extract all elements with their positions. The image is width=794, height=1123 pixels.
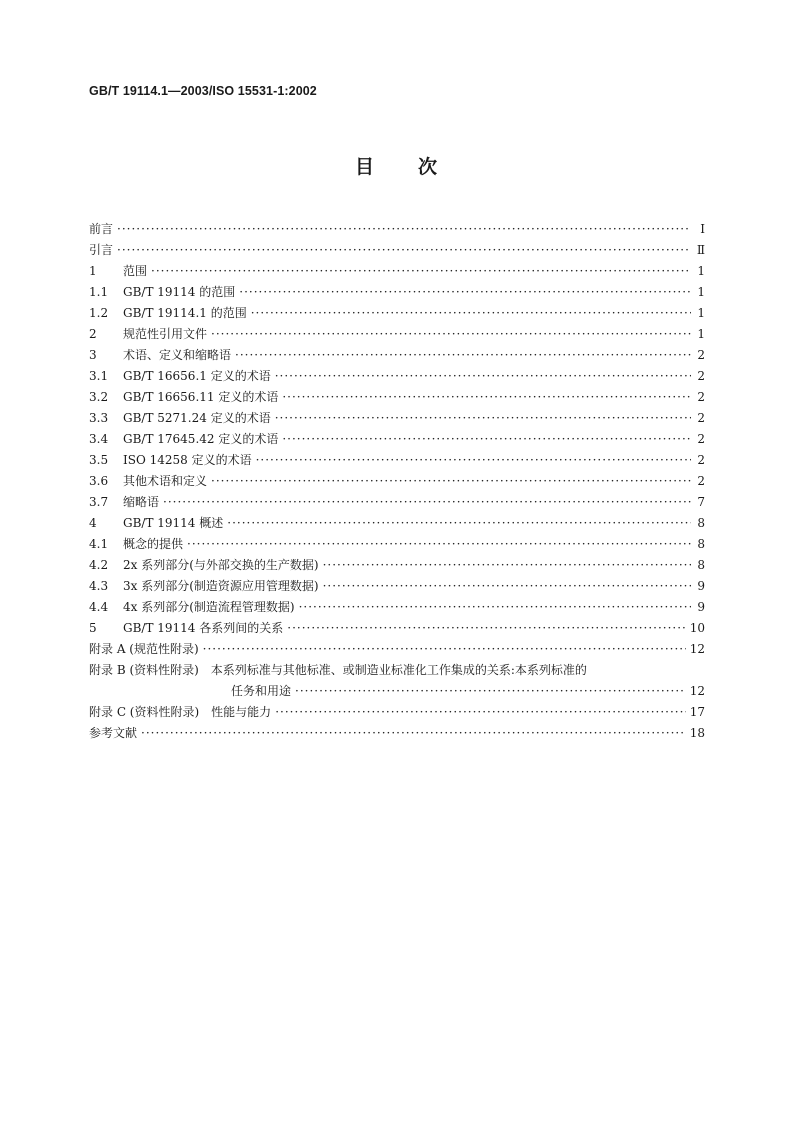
toc-entry-text: 概念的提供 [123,537,184,551]
toc-entry-number: 3.4 [89,432,109,446]
standard-code-header: GB/T 19114.1—2003/ISO 15531-1:2002 [89,84,317,98]
toc-leader-dots [211,471,691,492]
toc-entry-page: 9 [697,579,705,593]
toc-entry-page: 2 [697,474,705,488]
toc-leader-dots [227,513,691,534]
toc-entry-text: GB/T 19114 各系列间的关系 [123,621,284,635]
toc-entry-page: 2 [697,348,705,362]
toc-entry-page: 18 [689,726,705,740]
toc-entry-4-2[interactable] [89,555,705,576]
toc-entry-page: 8 [697,516,705,530]
toc-entry-text: 前言 [89,222,114,236]
toc-entry-1-2[interactable] [89,303,705,324]
toc-entry-page: 2 [697,453,705,467]
toc-entry-1-1[interactable] [89,282,705,303]
toc-entry-text: 其他术语和定义 [123,474,208,488]
toc-entry-page: 1 [697,306,705,320]
toc-entry-text: 参考文献 [89,726,138,740]
toc-entry-introduction[interactable] [89,240,705,261]
toc-entry-text: 范围 [123,264,148,278]
toc-entry-4[interactable] [89,513,705,534]
toc-entry-page: 12 [689,684,705,698]
toc-entry-appendix-c[interactable] [89,702,705,723]
toc-entry-4-1[interactable] [89,534,705,555]
toc-entry-page: 8 [697,558,705,572]
toc-leader-dots [235,345,691,366]
toc-entry-text: 附录 B (资料性附录) 本系列标准与其他标准、或制造业标准化工作集成的关系:本系列标准的 [89,663,587,677]
toc-entry-number: 3.3 [89,411,109,425]
toc-leader-dots [151,261,691,282]
toc-entry-foreword[interactable] [89,219,705,240]
toc-entry-number: 4.1 [89,537,109,551]
toc-leader-dots [256,450,691,471]
toc-leader-dots [239,282,691,303]
toc-entry-page: 1 [697,327,705,341]
toc-entry-text: GB/T 16656.11 定义的术语 [123,390,279,404]
toc-entry-text: GB/T 19114 概述 [123,516,224,530]
toc-entry-5[interactable] [89,618,705,639]
toc-entry-number: 1.1 [89,285,109,299]
title-char-2: 次 [418,156,440,178]
toc-entry-number: 3 [89,348,97,362]
toc-entry-number: 5 [89,621,97,635]
toc-entry-text: GB/T 16656.1 定义的术语 [123,369,271,383]
toc-entry-number: 3.6 [89,474,109,488]
toc-entry-page: 9 [697,600,705,614]
toc-entry-text: GB/T 19114.1 的范围 [123,306,247,320]
toc-leader-dots [141,723,686,744]
toc-leader-dots [163,492,691,513]
toc-leader-dots [275,702,686,723]
toc-entry-number: 1.2 [89,306,109,320]
toc-entry-page: Ⅰ [700,222,705,236]
toc-leader-dots [299,597,691,618]
toc-entry-number: 4.3 [89,579,109,593]
toc-entry-text: 引言 [89,243,114,257]
toc-leader-dots [203,639,686,660]
toc-entry-number: 3.5 [89,453,109,467]
toc-entry-text: 附录 A (规范性附录) [89,642,199,656]
toc-leader-dots [295,681,686,702]
toc-entry-text: 术语、定义和缩略语 [123,348,232,362]
toc-entry-3[interactable] [89,345,705,366]
toc-leader-dots [211,324,691,345]
toc-entry-page: 2 [697,390,705,404]
toc-entry-3-4[interactable] [89,429,705,450]
toc-entry-appendix-a[interactable] [89,639,705,660]
toc-leader-dots [187,534,691,555]
toc-entry-appendix-b[interactable] [89,660,705,681]
toc-entry-text: 3x 系列部分(制造资源应用管理数据) [123,579,319,593]
toc-entry-3-5[interactable] [89,450,705,471]
toc-entry-page: 2 [697,369,705,383]
toc-entry-text: 2x 系列部分(与外部交换的生产数据) [123,558,319,572]
toc-entry-text: 附录 C (资料性附录) 性能与能力 [89,705,272,719]
toc-entry-text: GB/T 17645.42 定义的术语 [123,432,279,446]
toc-entry-3-6[interactable] [89,471,705,492]
toc-entry-number: 4.4 [89,600,109,614]
toc-entry-text: ISO 14258 定义的术语 [123,453,252,467]
toc-entry-text: 规范性引用文件 [123,327,208,341]
toc-entry-appendix-b-continued[interactable] [89,681,705,702]
toc-entry-number: 3.2 [89,390,109,404]
toc-leader-dots [117,240,691,261]
toc-entry-text: GB/T 19114 的范围 [123,285,236,299]
toc-leader-dots [275,366,691,387]
toc-entry-3-7[interactable] [89,492,705,513]
toc-leader-dots [275,408,691,429]
toc-entry-2[interactable] [89,324,705,345]
toc-entry-page: 7 [697,495,705,509]
toc-entry-text: GB/T 5271.24 定义的术语 [123,411,271,425]
toc-entry-text: 任务和用途 [231,684,292,698]
toc-leader-dots [323,576,691,597]
toc-entry-page: 17 [689,705,705,719]
toc-entry-4-3[interactable] [89,576,705,597]
title-char-1: 目 [354,156,376,178]
toc-leader-dots [282,429,691,450]
toc-entry-number: 1 [89,264,97,278]
table-of-contents [89,219,705,744]
toc-leader-dots [117,219,691,240]
toc-entry-text: 缩略语 [123,495,160,509]
toc-entry-page: 1 [697,285,705,299]
toc-entry-bibliography[interactable] [89,723,705,744]
toc-leader-dots [287,618,685,639]
toc-entry-1[interactable] [89,261,705,282]
toc-entry-3-3[interactable] [89,408,705,429]
toc-entry-page: 12 [689,642,705,656]
toc-entry-page: 8 [697,537,705,551]
toc-entry-text: 4x 系列部分(制造流程管理数据) [123,600,295,614]
toc-entry-4-4[interactable] [89,597,705,618]
toc-entry-number: 3.7 [89,495,109,509]
toc-entry-page: 1 [697,264,705,278]
toc-entry-page: Ⅱ [696,243,705,257]
toc-leader-dots [323,555,691,576]
toc-entry-number: 4.2 [89,558,109,572]
toc-entry-number: 2 [89,327,97,341]
toc-leader-dots [251,303,691,324]
toc-entry-page: 2 [697,411,705,425]
toc-leader-dots [282,387,691,408]
toc-entry-3-1[interactable] [89,366,705,387]
toc-entry-page: 2 [697,432,705,446]
toc-entry-number: 3.1 [89,369,109,383]
toc-entry-3-2[interactable] [89,387,705,408]
page-title [0,152,794,179]
toc-entry-number: 4 [89,516,97,530]
toc-entry-page: 10 [689,621,705,635]
